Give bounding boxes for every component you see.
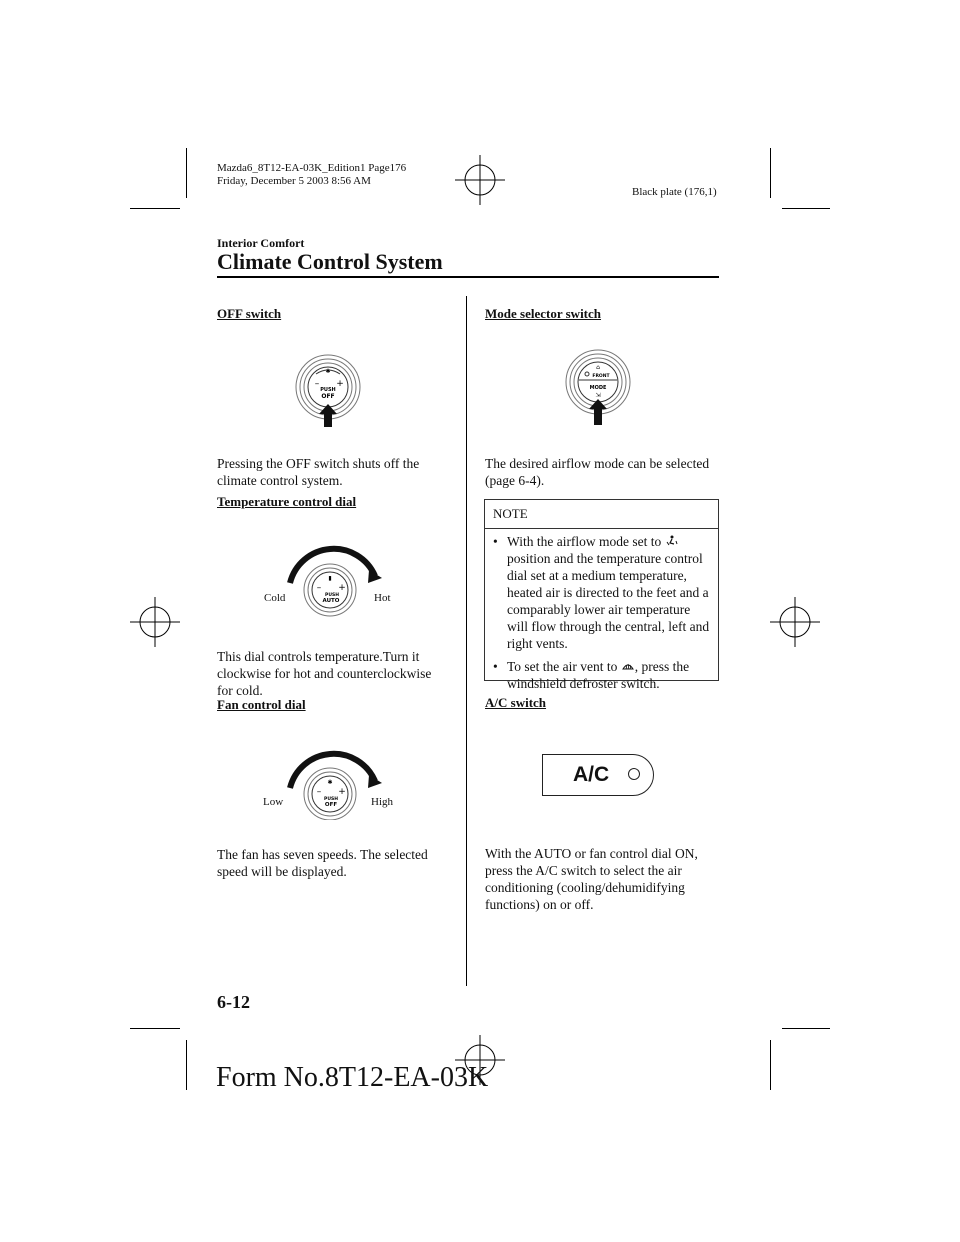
fan-figure-push: PUSH <box>324 797 338 802</box>
note-box <box>484 499 719 691</box>
plate-label: Black plate (176,1) <box>632 186 717 198</box>
arrow-up-icon <box>589 399 607 425</box>
svg-text:–: – <box>316 583 322 593</box>
note-item-1: • With the airflow mode set to position and the temperature control dial set at a medium temperature, heated air is directed to the feet and a comparably lower air temperature will flow through the central, left and right vents. <box>493 534 710 651</box>
off-switch-figure <box>283 352 373 430</box>
svg-text:⇲: ⇲ <box>595 392 601 399</box>
ac-switch-heading: A/C switch <box>485 695 547 710</box>
ac-button-figure <box>542 754 654 796</box>
page-title: Climate Control System <box>217 249 443 274</box>
indicator-light-icon <box>628 768 640 780</box>
off-switch-heading: OFF switch <box>217 306 282 321</box>
off-switch-text: Pressing the OFF switch shuts off the climate control system. <box>217 456 420 488</box>
note-heading: NOTE <box>485 500 718 529</box>
form-number: Form No.8T12-EA-03K <box>216 1062 489 1093</box>
fan-dial-heading: Fan control dial <box>217 697 306 712</box>
svg-text:–: – <box>314 379 320 389</box>
low-caption: Low <box>263 796 284 808</box>
temp-dial-heading: Temperature control dial <box>217 494 357 509</box>
registration-target-right <box>770 597 820 647</box>
page-number: 6-12 <box>217 992 250 1012</box>
off-figure-push: PUSH <box>320 387 336 393</box>
column-divider <box>466 296 467 986</box>
print-file-line: Mazda6_8T12-EA-03K_Edition1 Page176 <box>217 162 407 174</box>
svg-text:+: + <box>338 787 346 797</box>
svg-text:⌂: ⌂ <box>596 364 600 371</box>
temp-figure-push: PUSH <box>325 593 339 598</box>
mode-switch-text: The desired airflow mode can be selected (page 6-4). <box>485 456 710 488</box>
temp-dial-text: This dial controls temperature.Turn it clockwise for hot and counterclockwise for cold. <box>217 649 432 698</box>
temp-figure-label: AUTO <box>322 598 340 604</box>
high-caption: High <box>371 796 393 808</box>
note-item-2: • To set the air vent to , press the windshield defroster switch. <box>493 659 690 691</box>
registration-target-top <box>455 155 505 205</box>
mode-figure-label: MODE <box>589 385 607 391</box>
svg-text:✱: ✱ <box>327 779 333 786</box>
svg-text:✱: ✱ <box>325 368 331 375</box>
arrow-up-icon <box>319 404 337 427</box>
hot-caption: Hot <box>374 592 391 604</box>
ac-switch-text: With the AUTO or fan control dial ON, press the A/C switch to select the air conditioning (cooling/dehumidifying functions) on or off. <box>485 846 698 912</box>
svg-text:▮: ▮ <box>328 575 332 582</box>
section-label: Interior Comfort <box>217 236 305 250</box>
cold-caption: Cold <box>264 592 286 604</box>
registration-target-left <box>130 597 180 647</box>
title-rule <box>217 276 719 278</box>
airflow-floor-mode-icon <box>665 535 679 547</box>
svg-text:+: + <box>338 583 346 593</box>
svg-text:+: + <box>336 379 344 389</box>
svg-text:–: – <box>316 787 322 797</box>
defroster-icon <box>621 660 635 672</box>
fan-dial-text: The fan has seven speeds. The selected speed will be displayed. <box>217 847 428 879</box>
mode-switch-figure <box>553 347 643 429</box>
mode-figure-front: FRONT <box>592 374 610 379</box>
off-figure-label: OFF <box>321 393 335 400</box>
temperature-dial-figure <box>260 528 400 618</box>
ac-button-label: A/C <box>573 763 610 786</box>
mode-switch-heading: Mode selector switch <box>485 306 602 321</box>
fan-figure-label: OFF <box>324 802 338 808</box>
print-date-line: Friday, December 5 2003 8:56 AM <box>217 175 371 187</box>
